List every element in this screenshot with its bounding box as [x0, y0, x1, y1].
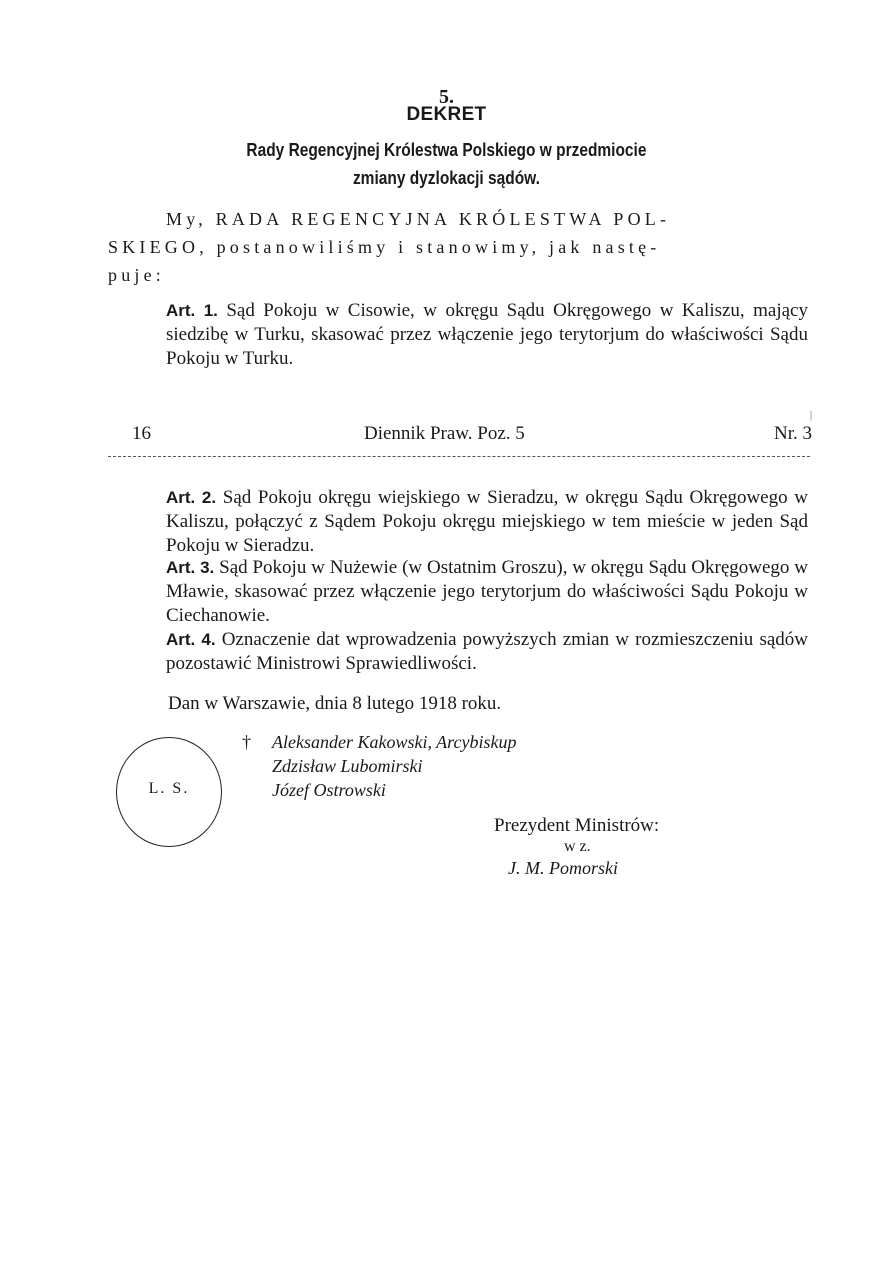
article-1 — [108, 299, 808, 371]
decree-subtitle-line1: Rady Regencyjnej Królestwa Polskiego w przedmiocie — [246, 140, 647, 160]
article-text: Sąd Pokoju w Cisowie, w okręgu Sądu Okręgowego w Kaliszu, mający siedzibę w Turku, skasować przez włączenie jego terytorjum do właściwości Sądu Pokoju w Turku. — [166, 300, 808, 369]
preamble-line1: My, RADA REGENCYJNA KRÓLESTWA POL- — [166, 209, 671, 229]
prime-minister-title: Prezydent Ministrów: — [494, 815, 660, 836]
signature-kakowski: Aleksander Kakowski, Arcybiskup — [272, 732, 517, 752]
preamble-line2: SKIEGO, postanowiliśmy i stanowimy, jak nastę- — [108, 237, 661, 257]
article-text: Sąd Pokoju okręgu wiejskiego w Sieradzu, w okręgu Sądu Okręgowego w Kaliszu, połączyć z Sądem Pokoju okręgu miejskiego w tem mieście w jeden Sąd Pokoju w Sieradzu. — [166, 487, 808, 556]
article-4 — [108, 628, 808, 676]
decree-title: DEKRET — [406, 104, 487, 125]
scan-mark: | — [810, 410, 813, 421]
article-text: Oznaczenie dat wprowadzenia powyższych zmian w rozmieszczeniu sądów pozostawić Ministrowi Sprawiedliwości. — [166, 629, 808, 674]
header-divider — [108, 456, 810, 457]
page-number: 16 — [132, 423, 151, 444]
signature-lubomirski: Zdzisław Lubomirski — [272, 756, 423, 776]
article-label: Art. 1. — [166, 301, 218, 320]
preamble-line3: puje: — [108, 265, 165, 285]
cross-icon: † — [242, 732, 251, 752]
signature-ostrowski: Józef Ostrowski — [272, 780, 386, 800]
article-text: Sąd Pokoju w Nużewie (w Ostatnim Groszu), w okręgu Sądu Okręgowego w Mławie, skasować przez włączenie jego terytorjum do właściwości Sądu Pokoju w Ciechanowie. — [166, 557, 808, 626]
article-3 — [108, 556, 808, 628]
signature-pomorski: J. M. Pomorski — [508, 858, 618, 878]
seal-label: L. S. — [148, 780, 190, 797]
decree-subtitle-line2: zmiany dyzlokacji sądów. — [352, 168, 540, 188]
article-label: Art. 4. — [166, 630, 216, 649]
journal-reference: Diennik Praw. Poz. 5 — [364, 423, 525, 444]
preamble — [108, 205, 808, 289]
article-label: Art. 2. — [166, 488, 217, 507]
article-label: Art. 3. — [166, 558, 215, 577]
on-behalf-of: w z. — [564, 838, 591, 855]
item-number: 5. — [439, 86, 454, 108]
issue-number: Nr. 3 — [774, 423, 812, 444]
given-at-line: Dan w Warszawie, dnia 8 lutego 1918 roku. — [168, 693, 502, 714]
article-2 — [108, 486, 808, 558]
